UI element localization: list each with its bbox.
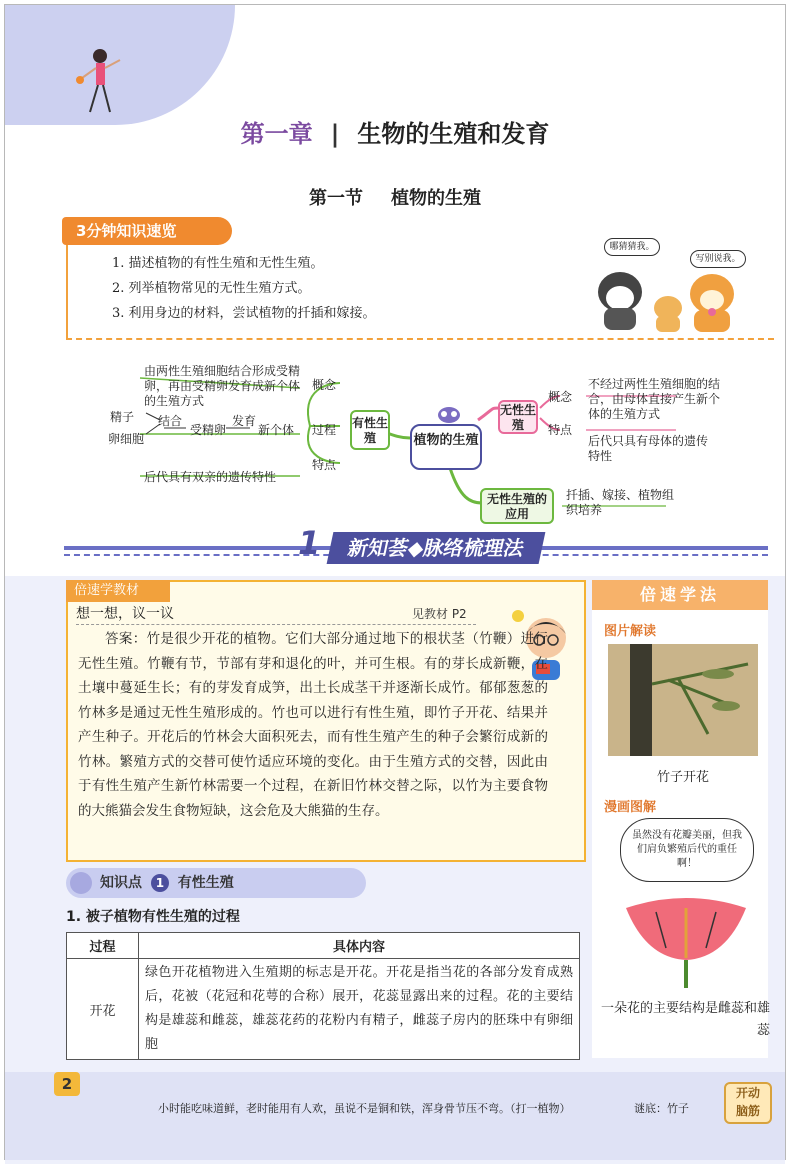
asexual-feature-text: 后代只具有母体的遗传特性 bbox=[588, 434, 709, 463]
sexual-node: 有性生殖 bbox=[350, 410, 390, 450]
process-result: 新个体 bbox=[258, 423, 295, 437]
sexual-feature-label: 特点 bbox=[312, 458, 337, 472]
reading-title: 想一想，议一议 bbox=[76, 606, 174, 622]
riddle-answer: 谜底：竹子 bbox=[634, 1102, 689, 1115]
knowledge-badge: 知识点 bbox=[100, 875, 142, 891]
quick-review-tag: 3分钟知识速览 bbox=[62, 217, 232, 245]
table-cell-content: 绿色开花植物进入生殖期的标志是开花。开花是指当花的各部分发育成熟后，花被（花冠和花萼的合称）展开，花蕊显露出来的过程。花的主要结构是雄蕊和雌蕊，雄蕊花药的花粉内有精子，雌蕊子房内的胚珠中有卵细胞 bbox=[139, 959, 580, 1060]
sexual-process-label: 过程 bbox=[312, 423, 337, 437]
asexual-concept-label: 概念 bbox=[548, 390, 573, 404]
brain-tag bbox=[724, 1082, 772, 1124]
knowledge-dot bbox=[70, 872, 92, 894]
table-row bbox=[67, 959, 580, 1060]
asexual-node: 无性生殖 bbox=[498, 400, 538, 434]
table-header: 具体内容 bbox=[139, 933, 580, 959]
dog-bubble-left: 哪猜猜我。 bbox=[604, 238, 660, 256]
application-text: 扦插、嫁接、植物组织培养 bbox=[566, 488, 675, 517]
picture-caption: 竹子开花 bbox=[656, 770, 709, 785]
picture-tag: 图片解读 bbox=[604, 624, 657, 639]
flower-illustration bbox=[616, 888, 756, 988]
objective-1: 1. 描述植物的有性生殖和无性生殖。 bbox=[112, 256, 324, 271]
brain-tag-line1: 开动 bbox=[735, 1086, 760, 1100]
brain-tag-line2: 脑筋 bbox=[735, 1104, 760, 1118]
sexual-feature-text: 后代具有双亲的遗传特性 bbox=[144, 470, 277, 484]
see-book: 见教材 P2 bbox=[412, 607, 467, 621]
process-table bbox=[66, 932, 580, 1060]
dogs-illustration bbox=[590, 262, 760, 334]
knowledge-label bbox=[100, 872, 234, 892]
objective-3: 3. 利用身边的材料，尝试植物的扦插和嫁接。 bbox=[112, 306, 376, 321]
subheading: 1. 被子植物有性生殖的过程 bbox=[66, 909, 240, 925]
comic-caption: 一朵花的主要结构是雌蕊和雄蕊 bbox=[600, 1001, 770, 1038]
chapter-name: 生物的生殖和发育 bbox=[357, 120, 550, 148]
dog-bubble-right: 写别说我。 bbox=[690, 250, 746, 268]
sexual-concept-text: 由两性生殖细胞结合形成受精卵，再由受精卵发育成新个体的生殖方式 bbox=[144, 364, 301, 408]
knowledge-title: 有性生殖 bbox=[177, 875, 234, 891]
comic-bubble: 虽然没有花瓣美丽，但我们肩负繁殖后代的重任啊！ bbox=[620, 818, 754, 882]
section-name: 植物的生殖 bbox=[391, 188, 481, 209]
bamboo-flower-photo bbox=[608, 644, 758, 756]
banner-number: 1 bbox=[298, 524, 321, 562]
asexual-feature-label: 特点 bbox=[548, 423, 573, 437]
chapter-separator: | bbox=[330, 120, 340, 148]
reading-title-rule bbox=[76, 624, 476, 625]
section-title bbox=[0, 184, 790, 210]
girl-illustration bbox=[70, 40, 140, 120]
sexual-concept-label: 概念 bbox=[312, 378, 337, 392]
table-cell-stage: 开花 bbox=[67, 959, 139, 1060]
table-header: 过程 bbox=[67, 933, 139, 959]
process-combine: 结合 bbox=[158, 414, 183, 428]
process-egg: 卵细胞 bbox=[108, 432, 145, 446]
objective-2: 2. 列举植物常见的无性生殖方式。 bbox=[112, 281, 311, 296]
side-head: 倍速学法 bbox=[592, 580, 768, 610]
knowledge-number: 1 bbox=[151, 874, 169, 892]
application-node: 无性生殖的应用 bbox=[480, 488, 554, 524]
center-node: 植物的生殖 bbox=[410, 424, 482, 470]
asexual-concept-text: 不经过两性生殖细胞的结合，由母体直接产生新个体的生殖方式 bbox=[588, 377, 721, 421]
section-number: 第一节 bbox=[309, 188, 363, 209]
page-number: 2 bbox=[54, 1072, 80, 1096]
chapter-number: 第一章 bbox=[240, 120, 313, 148]
process-develop: 发育 bbox=[232, 414, 257, 428]
banner-label: 新知荟◆脉络梳理法 bbox=[327, 532, 546, 564]
reading-tag: 倍速学教材 bbox=[66, 580, 170, 602]
owl-icon bbox=[436, 404, 462, 424]
reading-answer: 答案：竹是很少开花的植物。它们大部分通过地下的根状茎（竹鞭）进行无性生殖。竹鞭有节，节部有芽和退化的叶，并可生根。有的芽长成新鞭，在土壤中蔓延生长；有的芽发育成笋，出土长成茎干并逐渐长成竹。郁郁葱葱的竹林多是通过无性生殖形成的。竹也可以进行有性生殖，即竹子开花、结果并产生种子。开花后的竹林会大面积死去，而有性生殖产生的种子会繁衍成新的竹林。繁殖方式的交替可使竹适应环境的变化。由于生殖方式的交替，因此由于有性生殖产生新竹林需要一个过程，在新旧竹林交替之际，以竹为主要食物的大熊猫会发生食物短缺，这会危及大熊猫的生存。 bbox=[78, 631, 548, 819]
footer-background bbox=[5, 1072, 785, 1160]
riddle: 小时能吃味道鲜，老时能用有人欢，虽说不是铜和铁，浑身骨节压不弯。（打一植物） bbox=[158, 1102, 571, 1115]
chapter-title bbox=[0, 114, 790, 149]
process-zygote: 受精卵 bbox=[190, 423, 227, 437]
process-sperm: 精子 bbox=[110, 410, 135, 424]
comic-tag: 漫画图解 bbox=[604, 800, 657, 815]
